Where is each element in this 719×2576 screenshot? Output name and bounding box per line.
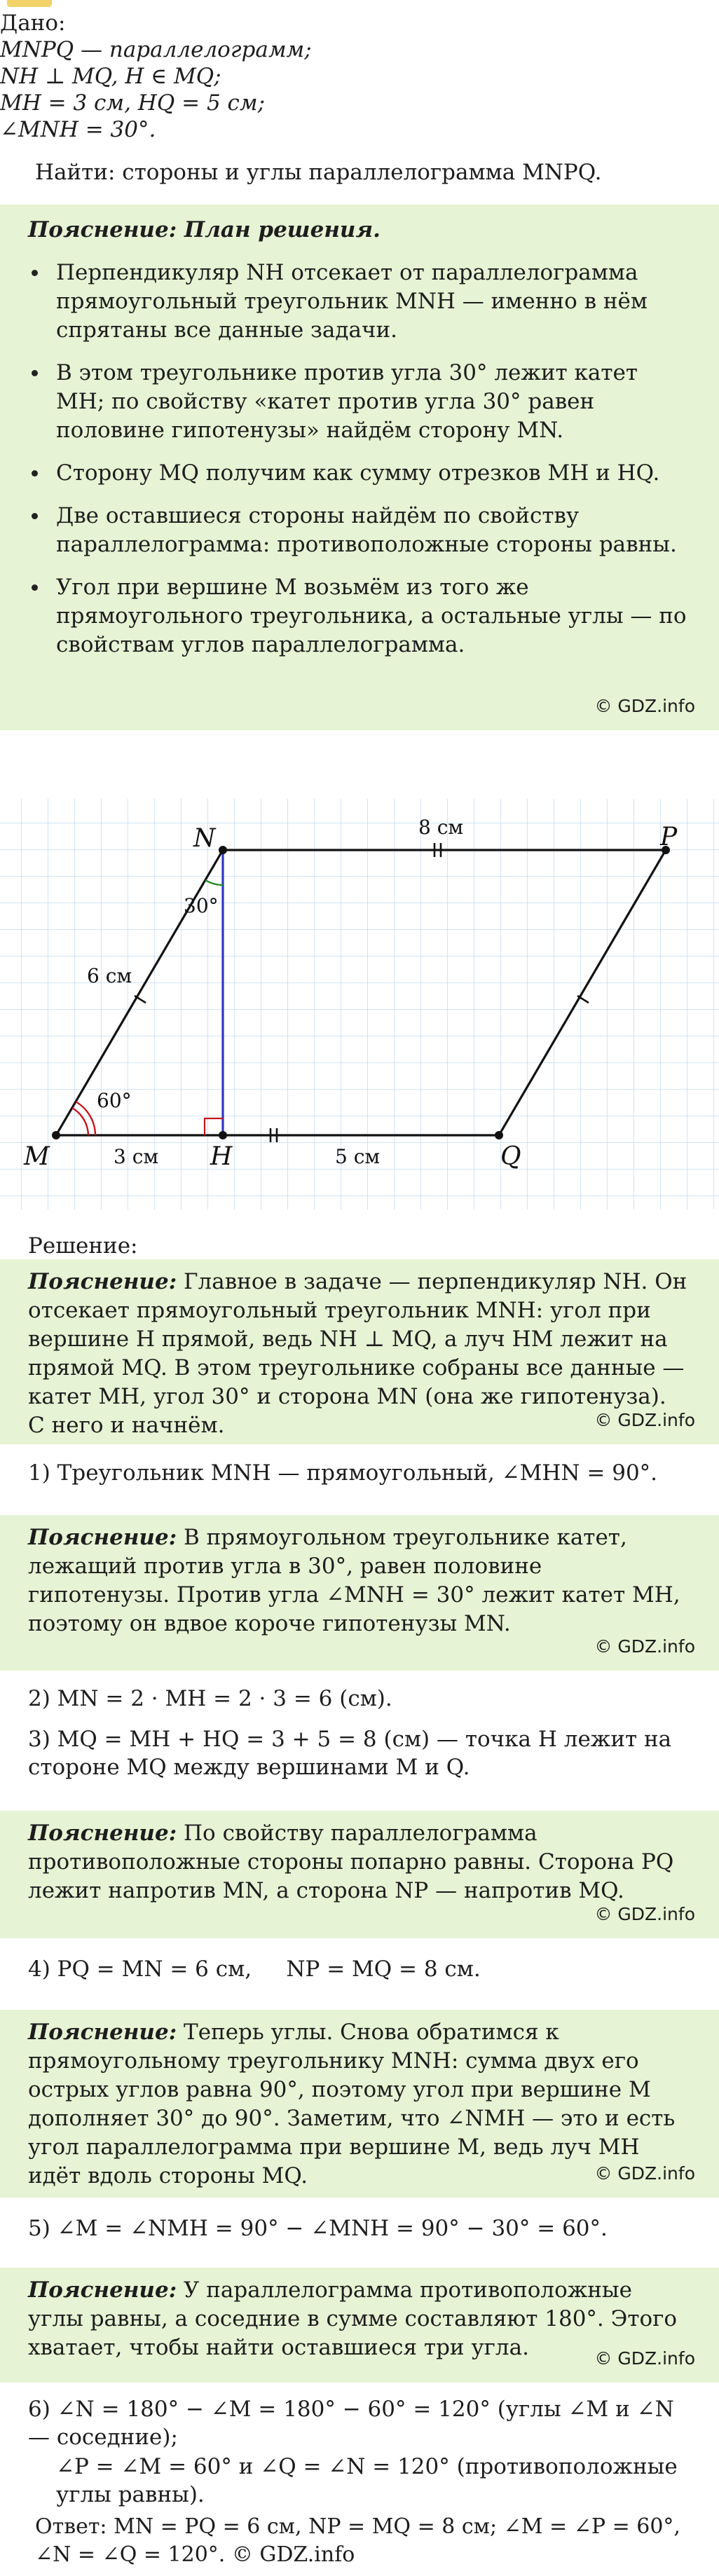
note-credit: © GDZ.info [594, 1410, 695, 1430]
given-label: Дано: [0, 11, 66, 36]
note-text: Главное в задаче — перпендикуляр NH. Он отсекает прямоугольный треугольник MNH: угол при вершине H прямой, ведь NH ⊥ MQ, а луч HM лежит на прямой MQ. В этом треугольнике собраны все данные — катет MH, угол 30° и сторона MN (она же гипотенуза). С него и начнём. [28, 1269, 687, 1438]
plan-item: Угол при вершине M возьмём из того же прямоугольного треугольника, а остальные углы — по свойствам углов параллелограмма. [28, 573, 690, 659]
label-angle-m: 60° [97, 1089, 132, 1112]
note-label: Пояснение: [28, 1821, 177, 1846]
point-m [52, 1131, 60, 1139]
note-credit: © GDZ.info [594, 2163, 695, 2184]
label-p: P [660, 823, 678, 851]
explanation-note-1 [0, 1259, 719, 1444]
note-label: Пояснение: [28, 2277, 177, 2303]
answer: Ответ: MN = PQ = 6 см, NP = MQ = 8 см; ∠M = ∠P = 60°, ∠N = ∠Q = 120°. © GDZ.info [35, 2514, 680, 2567]
step-4: 4) PQ = MN = 6 см, NP = MQ = 8 см. [28, 1957, 481, 1982]
point-h [219, 1131, 227, 1139]
step-2: 2) MN = 2 · MH = 2 · 3 = 6 (см). [28, 1686, 392, 1711]
find-statement: Найти: стороны и углы параллелограмма MNPQ. [35, 160, 602, 185]
label-np-length: 8 см [418, 816, 464, 839]
given-line-4: ∠MNH = 30°. [0, 117, 156, 142]
plan-item: Перпендикуляр NH отсекает от параллелограмма прямоугольный треугольник MNH — именно в нём спрятаны все данные задачи. [28, 259, 690, 345]
note-label: Пояснение: [28, 1525, 177, 1550]
explanation-note-4 [0, 2010, 719, 2198]
note-text: У параллелограмма противоположные углы равны, а соседние в сумме составляют 180°. Этого хватает, чтобы найти оставшиеся три угла. [28, 2277, 678, 2360]
plan-list [28, 259, 690, 659]
note-text: Теперь углы. Снова обратимся к прямоугольному треугольнику MNH: сумма двух его острых углов равна 90°, поэтому угол при вершине M дополняет 30° до 90°. Заметим, что ∠NMH — это и есть угол параллелограмма при вершине M, ведь луч MH идёт вдоль стороны MQ. [28, 2020, 676, 2188]
note-label: Пояснение: [28, 1269, 177, 1294]
point-n [219, 846, 227, 854]
label-h: H [210, 1142, 233, 1171]
label-n: N [193, 824, 216, 853]
step-6-continued: ∠P = ∠M = 60° и ∠Q = ∠N = 120° (противоположные углы равны). [56, 2454, 678, 2507]
explanation-note-2 [0, 1515, 719, 1671]
given-line-3: MH = 3 см, HQ = 5 см; [0, 90, 266, 116]
note-credit: © GDZ.info [594, 2348, 695, 2369]
plan-credit: © GDZ.info [594, 696, 695, 716]
step-5: 5) ∠M = ∠NMH = 90° − ∠MNH = 90° − 30° = 60°. [28, 2216, 608, 2241]
note-text: В прямоугольном треугольнике катет, лежащий против угла в 30°, равен половине гипотенузы. Против угла ∠MNH = 30° лежит катет MH, поэтому он вдвое короче гипотенузы MN. [28, 1525, 680, 1636]
parallelogram-figure [0, 799, 719, 1210]
explanation-note-3 [0, 1811, 719, 1938]
given-line-2: NH ⊥ MQ, H ∈ MQ; [0, 64, 221, 89]
label-mh-length: 3 см [114, 1145, 159, 1168]
step-1: 1) Треугольник MNH — прямоугольный, ∠MHN = 90°. [28, 1460, 658, 1486]
step-3: 3) MQ = MH + HQ = 3 + 5 = 8 (см) — точка H лежит на стороне MQ между вершинами M и Q. [28, 1727, 672, 1780]
label-q: Q [500, 1142, 521, 1171]
plan-title: Пояснение: План решения. [28, 217, 381, 242]
plan-note [0, 205, 719, 730]
given-block [0, 10, 312, 143]
plan-item: Две оставшиеся стороны найдём по свойству параллелограмма: противоположные стороны равны. [28, 502, 690, 559]
explanation-note-5 [0, 2268, 719, 2383]
note-credit: © GDZ.info [594, 1904, 695, 1924]
note-credit: © GDZ.info [594, 1636, 695, 1657]
solution-label: Решение: [28, 1233, 138, 1259]
label-hq-length: 5 см [335, 1145, 381, 1168]
note-label: Пояснение: [28, 2020, 177, 2045]
plan-item: Сторону MQ получим как сумму отрезков MH и HQ. [28, 459, 690, 488]
label-angle-n: 30° [184, 894, 219, 917]
plan-item: В этом треугольнике против угла 30° лежит катет MH; по свойству «катет против угла 30° равен половине гипотенузы» найдём сторону MN. [28, 359, 690, 445]
point-q [495, 1131, 503, 1139]
given-line-1: MNPQ — параллелограмм; [0, 37, 312, 62]
top-tab-marker [7, 0, 52, 7]
step-6: 6) ∠N = 180° − ∠M = 180° − 60° = 120° (углы ∠M и ∠N — соседние); [28, 2397, 674, 2450]
label-mn-length: 6 см [87, 964, 132, 987]
note-text: По свойству параллелограмма противоположные стороны попарно равны. Сторона PQ лежит напротив MN, а сторона NP — напротив MQ. [28, 1821, 674, 1903]
label-m: M [24, 1142, 50, 1171]
